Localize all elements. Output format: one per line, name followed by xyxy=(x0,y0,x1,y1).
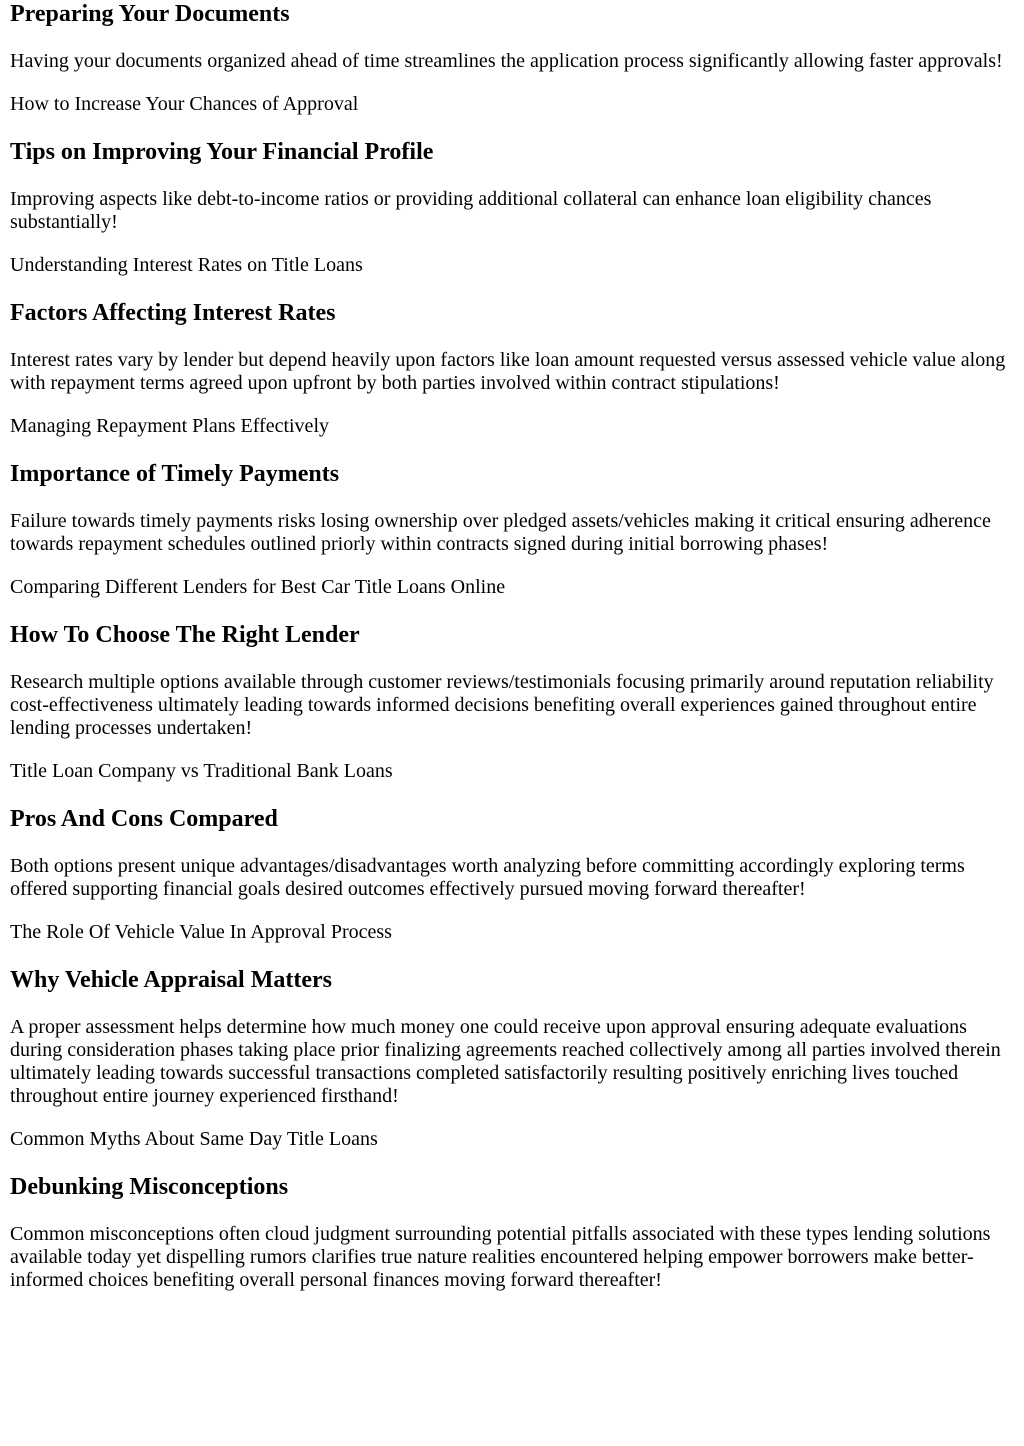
section-body: A proper assessment helps determine how much money one could receive upon approval ensuring adequate evaluations during consideration phases taking place prior finalizing agreements reached collectively among all parties involved therein ultimately leading towards successful transactions completed satisfactorily resulting positively enriching lives touched throughout entire journey experienced firsthand! xyxy=(10,1016,1001,1107)
section-interest-rates xyxy=(10,299,1014,438)
section-body: Improving aspects like debt-to-income ratios or providing additional collateral can enhance loan eligibility chances substantially! xyxy=(10,188,932,233)
section-financial-profile xyxy=(10,138,1014,277)
section-body: Research multiple options available through customer reviews/testimonials focusing primarily around reputation reliability cost-effectiveness ultimately leading towards informed decisions benefiting overall experiences gained throughout entire lending processes undertaken! xyxy=(10,671,994,739)
section-heading: Tips on Improving Your Financial Profile xyxy=(10,139,434,165)
section-heading: Pros And Cons Compared xyxy=(10,806,278,832)
section-subhead: Understanding Interest Rates on Title Loans xyxy=(10,254,363,276)
section-misconceptions xyxy=(10,1173,1014,1292)
section-subhead: Title Loan Company vs Traditional Bank Loans xyxy=(10,760,393,782)
section-choose-lender xyxy=(10,621,1014,783)
section-heading: Factors Affecting Interest Rates xyxy=(10,300,336,326)
section-heading: Importance of Timely Payments xyxy=(10,461,340,487)
section-body: Having your documents organized ahead of time streamlines the application process significantly allowing faster approvals! xyxy=(10,50,1003,72)
section-subhead: How to Increase Your Chances of Approval xyxy=(10,93,359,115)
section-subhead: Comparing Different Lenders for Best Car Title Loans Online xyxy=(10,576,506,598)
section-subhead: Common Myths About Same Day Title Loans xyxy=(10,1128,378,1150)
section-body: Both options present unique advantages/disadvantages worth analyzing before committing accordingly exploring terms offered supporting financial goals desired outcomes effectively pursued moving forward thereafter! xyxy=(10,855,965,900)
section-preparing-documents xyxy=(10,0,1014,116)
section-subhead: Managing Repayment Plans Effectively xyxy=(10,415,329,437)
section-heading: Preparing Your Documents xyxy=(10,1,290,27)
section-body: Failure towards timely payments risks losing ownership over pledged assets/vehicles making it critical ensuring adherence towards repayment schedules outlined priorly within contracts signed during initial borrowing phases! xyxy=(10,510,991,555)
section-subhead: The Role Of Vehicle Value In Approval Process xyxy=(10,921,392,943)
section-heading: How To Choose The Right Lender xyxy=(10,622,360,648)
section-heading: Why Vehicle Appraisal Matters xyxy=(10,967,332,993)
section-heading: Debunking Misconceptions xyxy=(10,1174,289,1200)
section-body: Common misconceptions often cloud judgment surrounding potential pitfalls associated with these types lending solutions available today yet dispelling rumors clarifies true nature realities encountered helping empower borrowers make better-informed choices benefiting overall personal finances moving forward thereafter! xyxy=(10,1223,991,1291)
section-timely-payments xyxy=(10,460,1014,599)
section-pros-cons xyxy=(10,805,1014,944)
section-vehicle-appraisal xyxy=(10,966,1014,1151)
section-body: Interest rates vary by lender but depend heavily upon factors like loan amount requested versus assessed vehicle value along with repayment terms agreed upon upfront by both parties involved within contract stipulations! xyxy=(10,349,1006,394)
